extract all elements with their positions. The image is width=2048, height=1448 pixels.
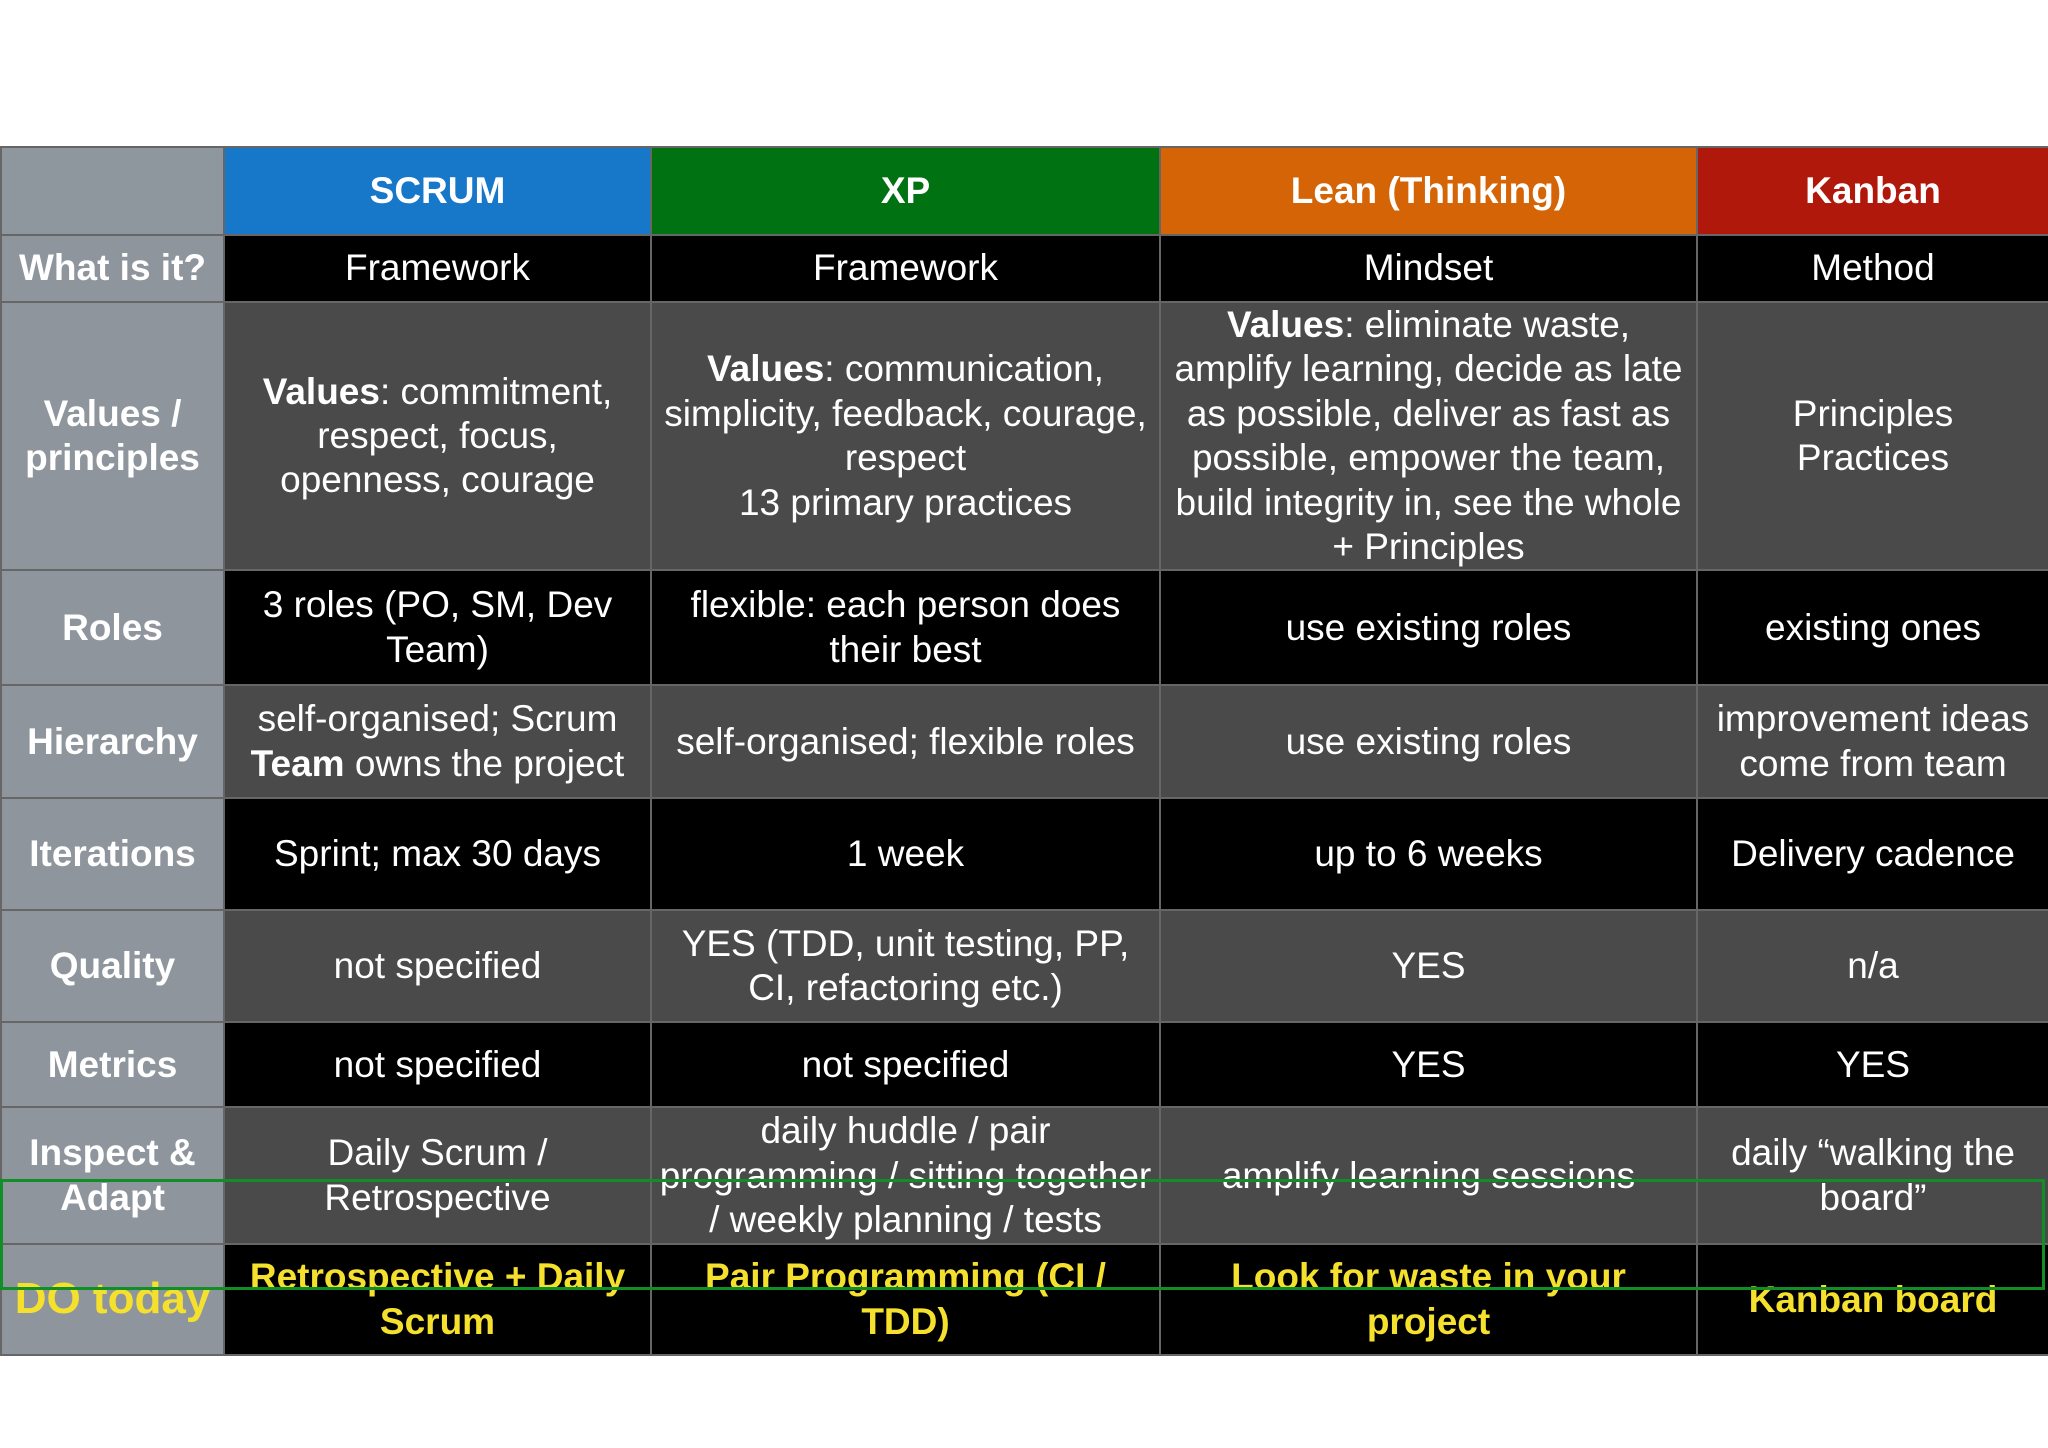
hierarchy-text-start: self-organised; Scrum [257, 698, 618, 740]
column-header-scrum: SCRUM [224, 147, 651, 235]
hierarchy-keyword: Team [250, 742, 345, 784]
cell-hierarchy-lean: use existing roles [1160, 685, 1697, 798]
cell-iterations-xp: 1 week [651, 798, 1160, 910]
column-header-xp: XP [651, 147, 1160, 235]
cell-what-scrum: Framework [224, 235, 651, 302]
values-keyword: Values [1226, 304, 1345, 345]
cell-roles-kanban: existing ones [1697, 570, 2048, 685]
row-header-hierarchy: Hierarchy [1, 685, 224, 798]
cell-quality-kanban: n/a [1697, 910, 2048, 1022]
values-extra: 13 primary practices [738, 481, 1073, 523]
cell-do-kanban: Kanban board [1697, 1244, 2048, 1355]
corner-cell [1, 147, 224, 235]
row-header-values-principles: Values / principles [1, 302, 224, 570]
cell-do-xp: Pair Programming (CI / TDD) [651, 1244, 1160, 1355]
cell-values-lean [1160, 302, 1697, 570]
row-header-iterations: Iterations [1, 798, 224, 910]
agile-comparison-table [0, 146, 2048, 1356]
cell-hierarchy-kanban: improvement ideas come from team [1697, 685, 2048, 798]
cell-roles-xp: flexible: each person does their best [651, 570, 1160, 685]
row-header-quality: Quality [1, 910, 224, 1022]
row-do-today [1, 1244, 2048, 1355]
values-text: : commitment, respect, focus, openness, courage [280, 370, 613, 501]
cell-do-lean: Look for waste in your project [1160, 1244, 1697, 1355]
row-inspect-adapt [1, 1107, 2048, 1244]
row-quality [1, 910, 2048, 1022]
cell-quality-scrum: not specified [224, 910, 651, 1022]
hierarchy-text-end: owns the project [344, 742, 625, 784]
comparison-slide [0, 146, 2048, 1342]
cell-roles-lean: use existing roles [1160, 570, 1697, 685]
cell-quality-lean: YES [1160, 910, 1697, 1022]
cell-values-xp [651, 302, 1160, 570]
row-header-inspect-adapt: Inspect & Adapt [1, 1107, 224, 1244]
cell-what-kanban: Method [1697, 235, 2048, 302]
row-hierarchy [1, 685, 2048, 798]
row-metrics [1, 1022, 2048, 1107]
cell-metrics-xp: not specified [651, 1022, 1160, 1107]
cell-inspect-scrum: Daily Scrum / Retrospective [224, 1107, 651, 1244]
values-keyword: Values [707, 348, 825, 390]
cell-iterations-scrum: Sprint; max 30 days [224, 798, 651, 910]
cell-inspect-lean: amplify learning sessions [1160, 1107, 1697, 1244]
cell-iterations-lean: up to 6 weeks [1160, 798, 1697, 910]
values-line-principles: Principles [1792, 392, 1954, 434]
row-header-what-is-it: What is it? [1, 235, 224, 302]
cell-metrics-kanban: YES [1697, 1022, 2048, 1107]
column-header-lean: Lean (Thinking) [1160, 147, 1697, 235]
cell-values-scrum [224, 302, 651, 570]
cell-hierarchy-xp: self-organised; flexible roles [651, 685, 1160, 798]
row-what-is-it [1, 235, 2048, 302]
cell-metrics-scrum: not specified [224, 1022, 651, 1107]
values-keyword: Values [262, 370, 380, 412]
values-line-practices: Practices [1796, 437, 1950, 479]
cell-what-xp: Framework [651, 235, 1160, 302]
cell-iterations-kanban: Delivery cadence [1697, 798, 2048, 910]
cell-inspect-xp: daily huddle / pair programming / sitting together / weekly planning / tests [651, 1107, 1160, 1244]
values-text: : communication, simplicity, feedback, courage, respect [664, 348, 1147, 479]
header-row [1, 147, 2048, 235]
row-roles [1, 570, 2048, 685]
cell-values-kanban [1697, 302, 2048, 570]
cell-do-scrum: Retrospective + Daily Scrum [224, 1244, 651, 1355]
row-header-metrics: Metrics [1, 1022, 224, 1107]
column-header-kanban: Kanban [1697, 147, 2048, 235]
cell-what-lean: Mindset [1160, 235, 1697, 302]
cell-hierarchy-scrum [224, 685, 651, 798]
values-text: : eliminate waste, amplify learning, decide as late as possible, deliver as fast as possible, empower the team, build integrity in, see the whole + Principles [1174, 304, 1683, 567]
cell-inspect-kanban: daily “walking the board” [1697, 1107, 2048, 1244]
cell-roles-scrum: 3 roles (PO, SM, Dev Team) [224, 570, 651, 685]
row-header-do-today: DO today [1, 1244, 224, 1355]
cell-quality-xp: YES (TDD, unit testing, PP, CI, refactoring etc.) [651, 910, 1160, 1022]
row-iterations [1, 798, 2048, 910]
row-values-principles [1, 302, 2048, 570]
row-header-roles: Roles [1, 570, 224, 685]
cell-metrics-lean: YES [1160, 1022, 1697, 1107]
